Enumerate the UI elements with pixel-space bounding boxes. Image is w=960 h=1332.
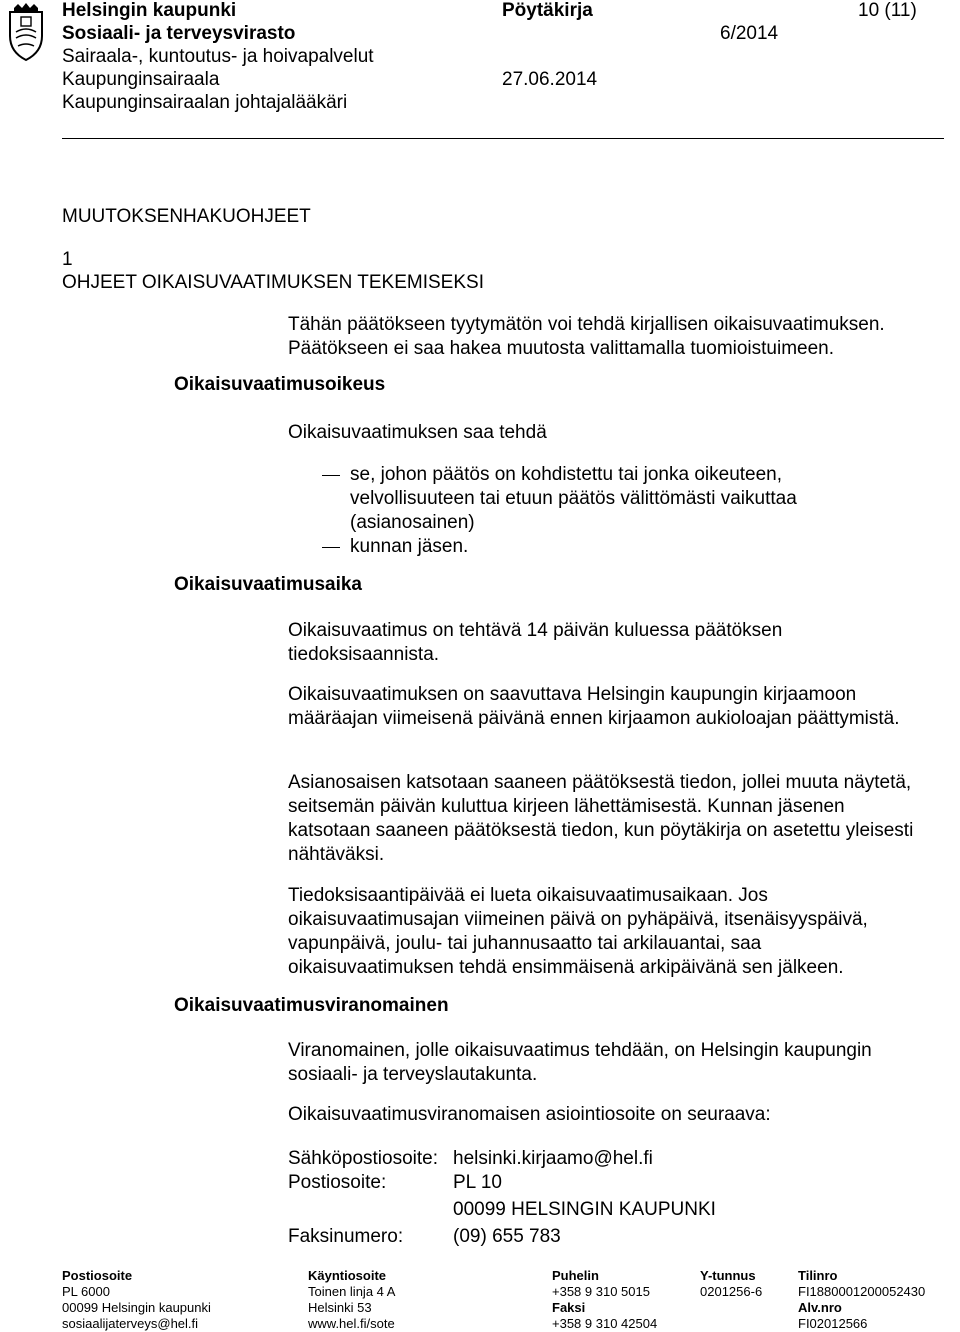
postal-line2: 00099 HELSINGIN KAUPUNKI [453, 1199, 716, 1220]
header-doc-type: Pöytäkirja [502, 0, 593, 21]
postal-label: Postiosoite: [288, 1172, 387, 1193]
header-doc-number: 6/2014 [720, 23, 779, 44]
header-divider [62, 138, 944, 139]
list-dash [322, 547, 340, 548]
document-title: MUUTOKSENHAKUOHJEET [62, 206, 311, 227]
list-item: se, johon päätös on kohdistettu tai jonka oikeuteen, velvollisuuteen tai etuun päätös välittömästi vaikuttaa (asianosainen) [350, 464, 797, 533]
helsinki-crest-logo [4, 2, 48, 62]
footer-alv-label: Alv.nro [798, 1300, 842, 1315]
footer-puhelin-label: Puhelin [552, 1268, 599, 1283]
header-date: 27.06.2014 [502, 69, 598, 90]
footer-faksi-label: Faksi [552, 1300, 586, 1315]
header-subunit: Kaupunginsairaala [62, 69, 220, 90]
header-official: Kaupunginsairaalan johtajalääkäri [62, 92, 348, 113]
header-unit: Sairaala-, kuntoutus- ja hoivapalvelut [62, 46, 374, 67]
footer-faksi-value: +358 9 310 42504 [552, 1316, 658, 1331]
fax-value: (09) 655 783 [453, 1226, 561, 1247]
postal-line1: PL 10 [453, 1172, 502, 1193]
footer-postiosoite-line: PL 6000 [62, 1284, 110, 1299]
list-dash [322, 475, 340, 476]
time-paragraph: Tiedoksisaantipäivää ei lueta oikaisuvaatimusaikaan. Jos oikaisuvaatimusajan viimeinen päivä on pyhäpäivä, itsenäisyyspäivä, vapunpäivä, joulu- tai juhannusaatto tai arkilauantai, saa oikaisuvaatimuksen tehdä ensimmäisenä arkipäivänä sen jälkeen. [288, 885, 868, 978]
heading-appeal-period: Oikaisuvaatimusaika [174, 574, 362, 595]
right-lead: Oikaisuvaatimuksen saa tehdä [288, 422, 547, 443]
heading-appeal-authority: Oikaisuvaatimusviranomainen [174, 995, 449, 1016]
email-label: Sähköpostiosoite: [288, 1148, 438, 1169]
footer-kayntiosoite-line: Helsinki 53 [308, 1300, 372, 1315]
intro-paragraph: Tähän päätökseen tyytymätön voi tehdä kirjallisen oikaisuvaatimuksen. Päätökseen ei saa hakea muutosta valittamalla tuomioistuimeen. [288, 314, 885, 359]
footer-alv-value: FI02012566 [798, 1316, 868, 1331]
footer-postiosoite-line: 00099 Helsingin kaupunki [62, 1300, 211, 1315]
footer-tilinro-label: Tilinro [798, 1268, 838, 1283]
footer-postiosoite-label: Postiosoite [62, 1268, 133, 1283]
fax-label: Faksinumero: [288, 1226, 404, 1247]
footer-email-link[interactable]: sosiaalijaterveys@hel.fi [62, 1316, 199, 1331]
authority-paragraph: Oikaisuvaatimusviranomaisen asiointiosoite on seuraava: [288, 1104, 771, 1125]
section-number: 1 [62, 249, 73, 270]
time-paragraph: Oikaisuvaatimuksen on saavuttava Helsingin kaupungin kirjaamoon määräajan viimeisenä päivänä ennen kirjaamon aukioloajan päättymistä. [288, 684, 900, 729]
time-paragraph: Asianosaisen katsotaan saaneen päätöksestä tiedon, jollei muuta näytetä, seitsemän päivän kuluttua kirjeen lähettämisestä. Kunnan jäsenen katsotaan saaneen päätöksestä tiedon, kun pöytäkirja on asetettu yleisesti nähtäväksi. [288, 772, 914, 865]
list-item: kunnan jäsen. [350, 536, 469, 557]
footer-ytunnus-value: 0201256-6 [700, 1284, 763, 1299]
time-paragraph: Oikaisuvaatimus on tehtävä 14 päivän kuluessa päätöksen tiedoksisaannista. [288, 620, 783, 665]
header-org: Helsingin kaupunki [62, 0, 237, 21]
footer-website-link[interactable]: www.hel.fi/sote [308, 1316, 395, 1331]
footer-kayntiosoite-label: Käyntiosoite [308, 1268, 387, 1283]
header-page-number: 10 (11) [858, 0, 917, 21]
footer-kayntiosoite-line: Toinen linja 4 A [308, 1284, 396, 1299]
footer-puhelin-value: +358 9 310 5015 [552, 1284, 650, 1299]
header-department: Sosiaali- ja terveysvirasto [62, 23, 296, 44]
heading-right-to-appeal: Oikaisuvaatimusoikeus [174, 374, 386, 395]
footer-tilinro-value: FI1880001200052430 [798, 1284, 926, 1299]
footer-ytunnus-label: Y-tunnus [700, 1268, 756, 1283]
section-title: OHJEET OIKAISUVAATIMUKSEN TEKEMISEKSI [62, 272, 484, 293]
authority-paragraph: Viranomainen, jolle oikaisuvaatimus tehdään, on Helsingin kaupungin sosiaali- ja terveyslautakunta. [288, 1040, 872, 1085]
email-value[interactable]: helsinki.kirjaamo@hel.fi [453, 1148, 653, 1169]
